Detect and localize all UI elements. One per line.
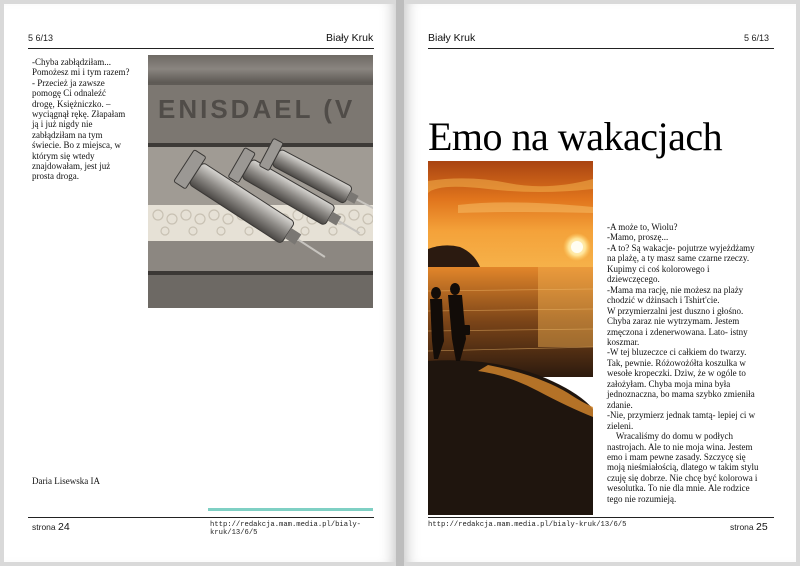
left-footer-url[interactable]: http://redakcja.mam.media.pl/bialy-kruk/13/6/5 xyxy=(210,521,361,537)
book-gutter xyxy=(396,0,404,566)
accent-bar xyxy=(208,508,373,511)
right-footer-url[interactable]: http://redakcja.mam.media.pl/bialy-kruk/13/6/5 xyxy=(428,521,627,529)
right-page xyxy=(404,4,796,562)
right-page-number: strona 25 xyxy=(730,521,768,533)
syringes-photo xyxy=(148,55,373,308)
right-footer-rule xyxy=(428,517,774,518)
sunset-beach-photo xyxy=(428,161,593,515)
left-page xyxy=(4,4,396,562)
poem-text: -Chyba zabłądziłam... Pomożesz mi i tym razem? - Przecież ja zawsze pomogę Ci odnaleźć drogę, Księżniczko. – wyciągnął rękę. Złapałam ją i już nigdy nie zabłądziłam na tym świecie. Bo z miejsca, w którym się wtedy znajdowałam, jest już prosta droga. xyxy=(32,57,130,182)
crate-stencil-text: ENISDAEL (V xyxy=(158,94,356,124)
left-page-number: strona 24 xyxy=(32,521,70,533)
article-title: Emo na wakacjach xyxy=(428,114,723,159)
right-header-rule xyxy=(428,48,774,49)
left-header-title: Biały Kruk xyxy=(326,32,374,44)
right-header-section: 5 6/13 xyxy=(744,33,770,43)
left-header-rule xyxy=(28,48,374,49)
right-header-title: Biały Kruk xyxy=(428,32,476,44)
left-footer-rule xyxy=(28,517,374,518)
left-header-section: 5 6/13 xyxy=(28,33,54,43)
author-name: Daria Lisewska IA xyxy=(32,476,100,486)
article-body: -A może to, Wiolu? -Mamo, proszę... -A to? Są wakacje- pojutrze wyjeżdżamy na plażę, a ty masz same czarne rzeczy. Kupimy ci coś kolorowego i dziewczęcego. -Mama ma rację, nie możesz na plaży chodzić w dżinsach i Tshirt'cie. W przymierzalni jest duszno i głośno. Chyba zaraz nie wytrzymam. Jestem zmęczona i zdenerwowana. Lato- istny koszmar. -W tej bluzeczce ci całkiem do twarzy. Tak, pewnie. Różowożółta koszulka w wesołe kropeczki. Dziw, że w ogóle to założyłam. Chyba moja mina była jednoznaczna, bo mama szybko zmieniła zdanie. -Nie, przymierz jednak tamtą- lepiej ci w zieleni. Wracaliśmy do domu w podłych nastrojach. Ale to nie moja wina. Jestem emo i mam pewne zasady. Szczycę się moją nieśmiałością, dlatego w takim stylu czuję się dobrze. Nie chcę być kolorowa i wesolutka. To nie dla mnie. Ale rodzice tego nie rozumieją. xyxy=(607,222,759,504)
